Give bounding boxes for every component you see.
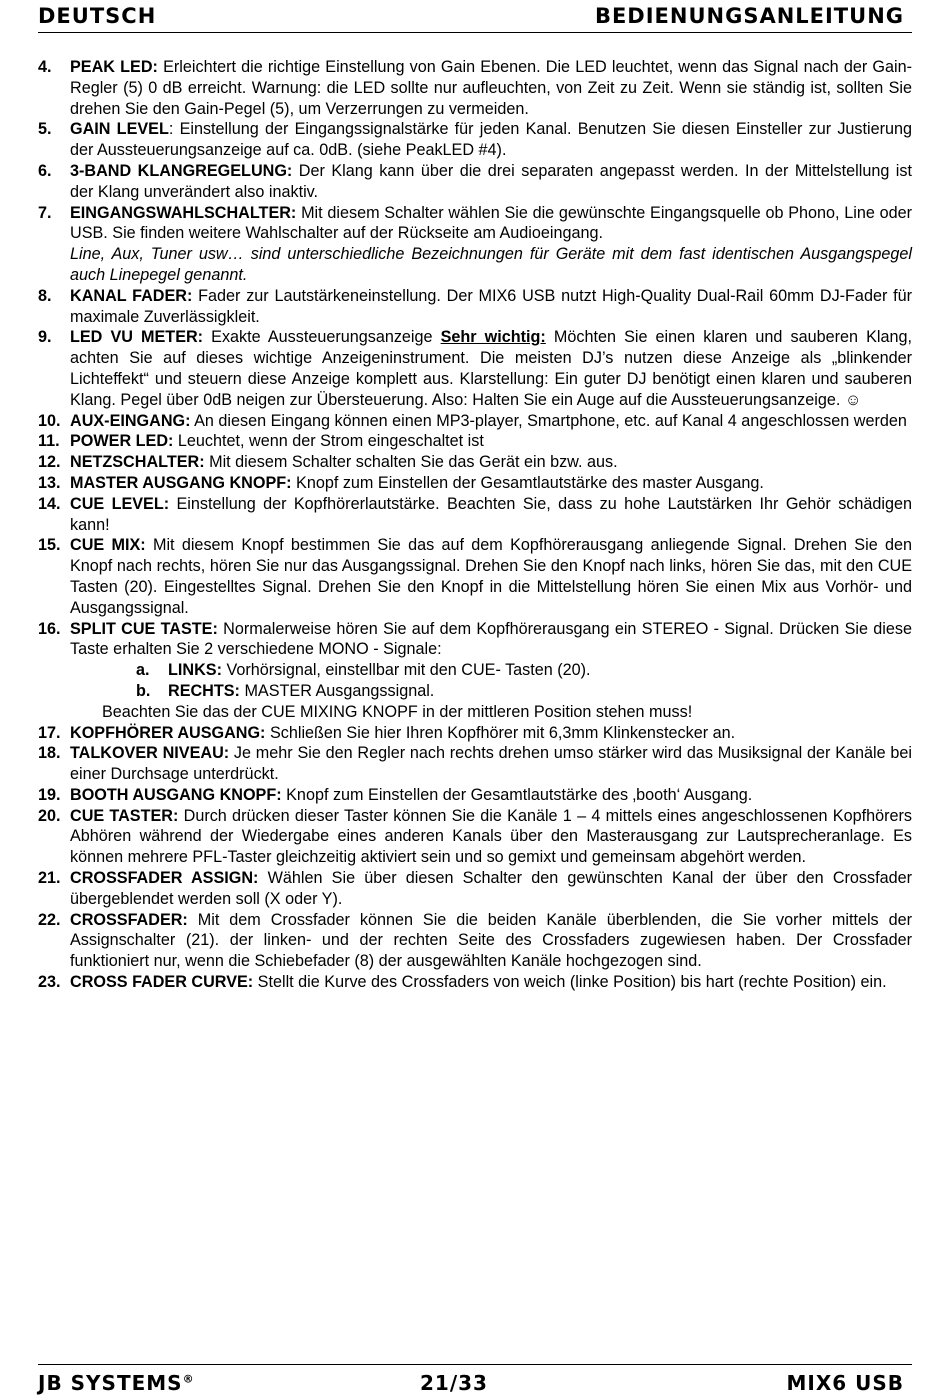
item-term: CROSSFADER ASSIGN: (70, 869, 259, 888)
item-number: 18. (38, 744, 61, 763)
list-item (38, 535, 912, 618)
item-text: An diesen Eingang können einen MP3-player, Smartphone, etc. auf Kanal 4 angeschlossen werden (190, 411, 907, 430)
sub-item-text: MASTER Ausgangssignal. (239, 681, 435, 700)
item-text: Leuchtet, wenn der Strom eingeschaltet ist (173, 432, 484, 451)
list-item (38, 57, 912, 119)
list-item (38, 327, 912, 410)
page-footer (38, 1364, 912, 1395)
item-number: 22. (38, 910, 61, 929)
item-term: TALKOVER NIVEAU: (70, 744, 230, 763)
item-term: SPLIT CUE TASTE: (70, 619, 218, 638)
item-term: KOPFHÖRER AUSGANG: (70, 723, 266, 742)
sub-item-term: RECHTS: (168, 681, 240, 700)
list-item (38, 286, 912, 328)
sub-list-item (136, 681, 912, 702)
item-number: 9. (38, 328, 52, 347)
manual-content (38, 57, 912, 993)
sub-item-letter: b. (136, 681, 151, 700)
item-term: CUE TASTER: (70, 806, 179, 825)
item-text: Stellt die Kurve des Crossfaders von weich (linke Position) bis hart (rechte Position) ein. (253, 973, 887, 992)
list-item (38, 743, 912, 785)
list-item (38, 494, 912, 536)
item-term: 3-BAND KLANGREGELUNG: (70, 161, 293, 180)
item-text: Knopf zum Einstellen der Gesamtlautstärke des ‚booth‘ Ausgang. (281, 785, 753, 804)
item-text: Exakte Aussteuerungsanzeige (203, 328, 441, 347)
item-text: Mit diesem Schalter schalten Sie das Gerät ein bzw. aus. (204, 453, 618, 472)
item-number: 4. (38, 58, 52, 76)
sub-list-item (136, 660, 912, 681)
item-text: Fader zur Lautstärkeneinstellung. Der MIX6 USB nutzt High-Quality Dual-Rail 60mm DJ-Fader für maximale Zuverlässigkleit. (70, 286, 912, 326)
item-term: CUE LEVEL: (70, 494, 170, 513)
registered-mark: ® (182, 1372, 195, 1386)
item-text: : Einstellung der Eingangssignalstärke für jeden Kanal. Benutzen Sie diesen Einsteller zur Justierung der Aussteuerungsanzeige auf ca. 0dB. (siehe PeakLED #4). (70, 120, 912, 160)
list-item (38, 806, 912, 868)
item-term: EINGANGSWAHLSCHALTER: (70, 203, 297, 222)
list-item (38, 910, 912, 972)
item-term: POWER LED: (70, 432, 174, 451)
item-number: 11. (38, 432, 60, 451)
list-item (38, 619, 912, 661)
item-number: 16. (38, 619, 61, 638)
sub-item-text: Vorhörsignal, einstellbar mit den CUE- Tasten (20). (221, 661, 591, 680)
list-item (38, 452, 912, 473)
item-term: CROSSFADER: (70, 910, 188, 929)
item-number: 8. (38, 286, 52, 305)
footer-model: MIX6 USB (786, 1371, 904, 1395)
item-text: Einstellung der Kopfhörerlautstärke. Beachten Sie, dass zu hohe Lautstärken Ihr Gehör schädigen kann! (70, 494, 912, 534)
list-item (38, 868, 912, 910)
item-text: Mit dem Crossfader können Sie die beiden Kanäle überblenden, die Sie vorher mittels der Assignschalter (21). der linken- und der rechten Seite des Crossfaders zugewiesen haben. Der Crossfader funktioniert nur, wenn die Schiebefader (8) der ausgewählten Kanäle hochgezogen sind. (70, 910, 912, 971)
item-emphasis: Sehr wichtig: (440, 328, 546, 347)
footer-brand (38, 1371, 195, 1395)
item-term: CUE MIX: (70, 536, 146, 555)
item-number: 13. (38, 473, 61, 492)
item-text: Erleichtert die richtige Einstellung von Gain Ebenen. Die LED leuchtet, wenn das Signal nach der Gain-Regler (5) 0 dB erreicht. Warnung: die LED sollte nur aufleuchten, von Zeit zu Zeit. Wenn sie ständig ist, sollten Sie drehen Sie den Gain-Pegel (5), um Verzerrungen zu vermeiden. (70, 58, 912, 118)
page-header (38, 4, 912, 33)
item-text: Knopf zum Einstellen der Gesamtlautstärke des master Ausgang. (291, 473, 764, 492)
item-text: Mit diesem Schalter wählen Sie die gewünschte Eingangsquelle ob Phono, Line oder USB. Sie finden weitere Wahlschalter auf der Rückseite am Audioeingang. (70, 203, 912, 243)
item-term: GAIN LEVEL (70, 120, 169, 139)
header-language: DEUTSCH (38, 4, 157, 28)
item-text: Möchten Sie einen klaren und sauberen Klang, achten Sie auf dieses wichtige Anzeigeninstrument. Die meisten DJ’s nutzen diese Anzeige als „blinkender Lichteffekt“ und steuern diese Anzeige komplett aus. Klarstellung: Ein guter DJ benötigt einen klaren und sauberen Klang. Pegel über 0dB neigen zur Übersteuerung. Also: Halten Sie ein Auge auf die Aussteuerungsanzeige. ☺ (70, 328, 912, 409)
list-item (38, 119, 912, 161)
item-term: AUX-EINGANG: (70, 411, 191, 430)
item-number: 6. (38, 161, 52, 180)
item-term: CROSS FADER CURVE: (70, 973, 254, 992)
item-term: NETZSCHALTER: (70, 453, 205, 472)
item-term: BOOTH AUSGANG KNOPF: (70, 785, 282, 804)
item-number: 20. (38, 806, 61, 825)
list-item (38, 411, 912, 432)
list-item (38, 785, 912, 806)
header-title: BEDIENUNGSANLEITUNG (594, 4, 904, 28)
list-item (38, 431, 912, 452)
item-text: Wählen Sie über diesen Schalter den gewünschten Kanal der über den Crossfader übergeblendet werden soll (X oder Y). (70, 869, 912, 908)
item-number: 19. (38, 785, 61, 804)
list-item (38, 723, 912, 744)
item-term: MASTER AUSGANG KNOPF: (70, 473, 292, 492)
cue-note: Beachten Sie das der CUE MIXING KNOPF in der mittleren Position stehen muss! (102, 702, 693, 721)
brand-name: JB SYSTEMS (38, 1371, 183, 1395)
item-text: Je mehr Sie den Regler nach rechts drehen umso stärker wird das Musiksignal der Kanäle bei einer Durchsage unterdrückt. (70, 744, 912, 784)
item-text: Normalerweise hören Sie auf dem Kopfhörerausgang ein STEREO - Signal. Drücken Sie diese Taste erhalten Sie 2 verschiedene MONO - Signale: (70, 619, 912, 659)
item-number: 5. (38, 120, 52, 139)
list-item (38, 203, 912, 286)
item-number: 21. (38, 869, 61, 888)
list-item (38, 473, 912, 494)
item-text: Der Klang kann über die drei separaten angepasst werden. In der Mittelstellung ist der Klang unverändert also inaktiv. (70, 161, 912, 201)
page-number: 21/33 (420, 1371, 488, 1395)
item-term: PEAK LED: (70, 58, 158, 76)
item-number: 10. (38, 411, 61, 430)
item-number: 14. (38, 494, 61, 513)
item-number: 17. (38, 723, 61, 742)
sub-item-letter: a. (136, 661, 150, 680)
item-text: Durch drücken dieser Taster können Sie die Kanäle 1 – 4 mittels eines angeschlossenen Kopfhörers Abhören während der Wiedergabe eines anderen Kanals über den Masterausgang zur Lautsprecheranlage. Es können mehrere PFL-Taster gleichzeitig aktiviert sein und so gemixt und gemeinsam abgehört werden. (70, 806, 912, 867)
item-text: Mit diesem Knopf bestimmen Sie das auf dem Kopfhörerausgang anliegende Signal. Drehen Sie den Knopf nach rechts, hören Sie nur das Ausgangssignal. Drehen Sie den Knopf nach links, hören Sie das, mit den CUE Tasten (20). Eingestelltes Signal. Drehen Sie den Knopf in die Mittelstellung hören Sie einen Mix aus Vorhör- und Ausgangssignal. (70, 536, 913, 617)
item-number: 23. (38, 973, 61, 992)
item-term: KANAL FADER: (70, 286, 193, 305)
list-item (38, 161, 912, 203)
sub-item-term: LINKS: (168, 661, 222, 680)
item-italic-note: Line, Aux, Tuner usw… sind unterschiedliche Bezeichnungen für Geräte mit dem fast identischen Ausgangspegel auch Linepegel genannt. (70, 245, 912, 284)
item-number: 7. (38, 203, 52, 222)
list-item (38, 972, 912, 993)
item-number: 15. (38, 536, 61, 555)
item-text: Schließen Sie hier Ihren Kopfhörer mit 6,3mm Klinkenstecker an. (265, 723, 736, 742)
item-term: LED VU METER: (70, 328, 204, 347)
item-number: 12. (38, 453, 61, 472)
